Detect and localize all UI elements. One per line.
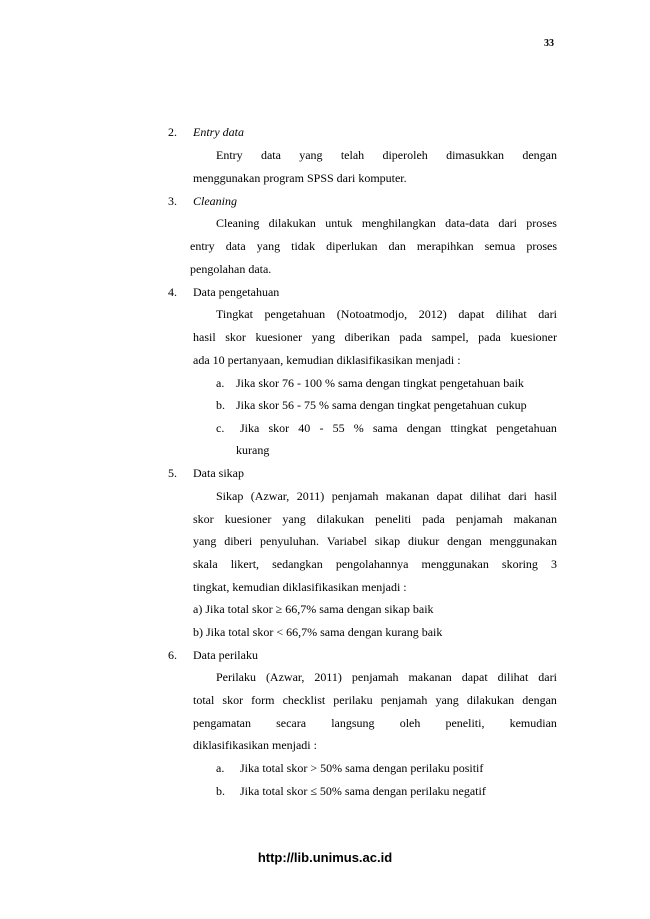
paragraph-line: yang diberi penyuluhan. Variabel sikap diukur dengan menggunakan	[193, 534, 557, 548]
paragraph-line: Cleaning dilakukan untuk menghilangkan data-data dari proses	[216, 216, 557, 230]
list-marker: b.	[216, 784, 225, 798]
list-marker: a.	[216, 761, 225, 775]
footer-url: http://lib.unimus.ac.id	[257, 850, 393, 865]
list-marker: b.	[216, 398, 225, 412]
paragraph-line: Entry data yang telah diperoleh dimasukkan dengan	[216, 148, 557, 162]
list-text: Jika total skor ≤ 50% sama dengan perilaku negatif	[240, 784, 486, 798]
paragraph-line: skala likert, sedangkan pengolahannya menggunakan skoring 3	[193, 557, 557, 571]
paragraph-line: a) Jika total skor ≥ 66,7% sama dengan sikap baik	[193, 602, 434, 616]
paragraph-line: Tingkat pengetahuan (Notoatmodjo, 2012) dapat dilihat dari	[216, 307, 557, 321]
list-text: Jika skor 40 - 55 % sama dengan ttingkat pengetahuan	[240, 421, 557, 435]
section-title: Entry data	[193, 125, 244, 139]
paragraph-line: hasil skor kuesioner yang diberikan pada sampel, pada kuesioner	[193, 330, 557, 344]
section-number: 6.	[168, 648, 177, 662]
section-title: Cleaning	[193, 194, 237, 208]
section-number: 3.	[168, 194, 177, 208]
list-text: Jika skor 56 - 75 % sama dengan tingkat pengetahuan cukup	[236, 398, 527, 412]
paragraph-line: pengamatan secara langsung oleh peneliti, kemudian	[193, 716, 557, 730]
paragraph-line: Perilaku (Azwar, 2011) penjamah makanan dapat dilihat dari	[216, 670, 557, 684]
paragraph-line: skor kuesioner yang dilakukan peneliti pada penjamah makanan	[193, 512, 557, 526]
list-marker: c.	[216, 421, 225, 435]
list-marker: a.	[216, 376, 225, 390]
list-text: Jika skor 76 - 100 % sama dengan tingkat pengetahuan baik	[236, 376, 524, 390]
paragraph-line: pengolahan data.	[190, 262, 272, 276]
section-title: Data sikap	[193, 466, 244, 480]
paragraph-line: entry data yang tidak diperlukan dan merapihkan semua proses	[190, 239, 557, 253]
section-title: Data perilaku	[193, 648, 258, 662]
paragraph-line: menggunakan program SPSS dari komputer.	[193, 171, 407, 185]
section-number: 5.	[168, 466, 177, 480]
list-text: Jika total skor > 50% sama dengan perilaku positif	[240, 761, 484, 775]
paragraph-line: tingkat, kemudian diklasifikasikan menjadi :	[193, 580, 407, 594]
page-number: 33	[544, 38, 554, 49]
section-number: 4.	[168, 285, 177, 299]
section-number: 2.	[168, 125, 177, 139]
section-title: Data pengetahuan	[193, 285, 280, 299]
paragraph-line: Sikap (Azwar, 2011) penjamah makanan dapat dilihat dari hasil	[216, 489, 557, 503]
paragraph-line: diklasifikasikan menjadi :	[193, 738, 317, 752]
paragraph-line: b) Jika total skor < 66,7% sama dengan kurang baik	[193, 625, 443, 639]
paragraph-line: ada 10 pertanyaan, kemudian diklasifikasikan menjadi :	[193, 353, 461, 367]
list-text-continuation: kurang	[236, 443, 270, 457]
paragraph-line: total skor form checklist perilaku penjamah yang dilakukan dengan	[193, 693, 557, 707]
